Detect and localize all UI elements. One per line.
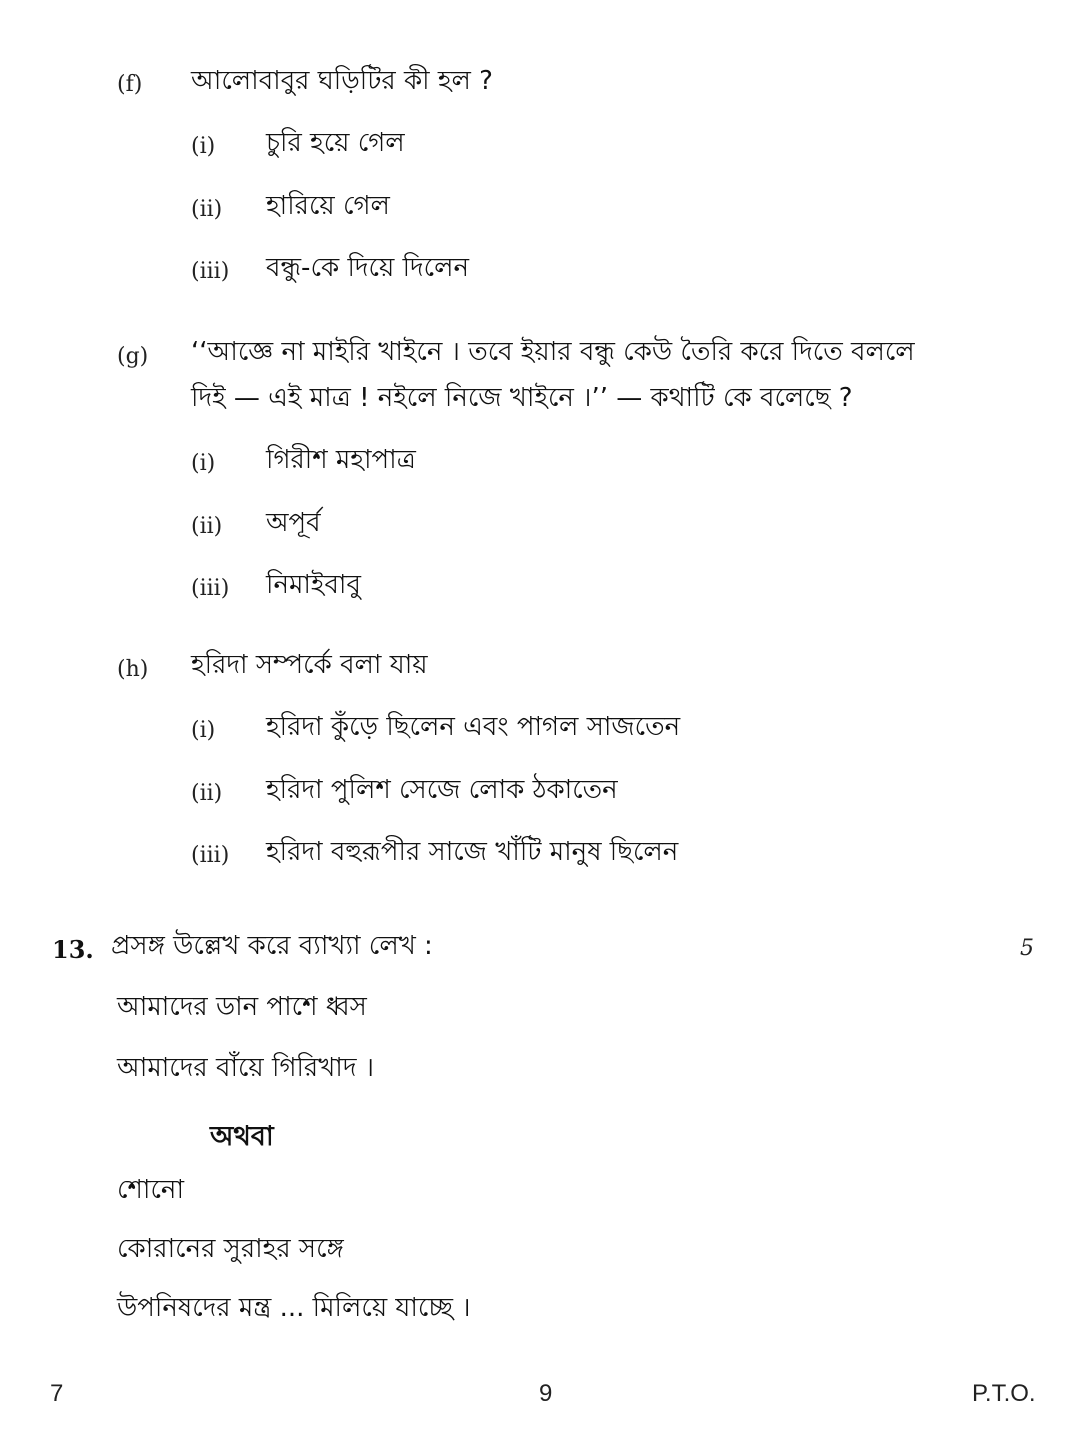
- pto-label: P.T.O.: [972, 1380, 1036, 1407]
- question-13-marks: 5: [1020, 936, 1034, 961]
- option-text: চুরি হয়ে গেল: [266, 128, 405, 158]
- option-text: বন্ধু-কে দিয়ে দিলেন: [266, 253, 470, 283]
- option-text: হরিদা পুলিশ সেজে লোক ঠকাতেন: [266, 775, 618, 805]
- option-text: নিমাইবাবু: [266, 570, 361, 600]
- option-label: (iii): [191, 843, 230, 868]
- or-label: অথবা: [210, 1121, 274, 1152]
- option-text: হরিদা কুঁড়ে ছিলেন এবং পাগল সাজতেন: [266, 712, 681, 742]
- question-13-prompt: প্রসঙ্গ উল্লেখ করে ব্যাখ্যা লেখ :: [111, 931, 433, 961]
- option-text: হারিয়ে গেল: [266, 191, 390, 221]
- verse-line: শোনো: [117, 1175, 184, 1205]
- page-number: 9: [539, 1380, 553, 1407]
- option-label: (i): [191, 718, 216, 743]
- question-13-number: 13.: [52, 935, 94, 964]
- option-label: (iii): [191, 259, 230, 284]
- question-g-label: (g): [117, 344, 149, 369]
- verse-line: কোরানের সুরাহর সঙ্গে: [117, 1234, 344, 1264]
- question-g-text-line2: দিই — এই মাত্র ! নইলে নিজে খাইনে ।’’ — কথাটি কে বলেছে ?: [191, 383, 853, 413]
- footer-left-code: 7: [50, 1380, 64, 1407]
- verse-line: আমাদের ডান পাশে ধ্বস: [117, 992, 367, 1022]
- option-text: হরিদা বহুরূপীর সাজে খাঁটি মানুষ ছিলেন: [266, 837, 679, 867]
- question-h-text: হরিদা সম্পর্কে বলা যায়: [191, 650, 428, 680]
- question-g-text-line1: ‘‘আজ্ঞে না মাইরি খাইনে । তবে ইয়ার বন্ধু কেউ তৈরি করে দিতে বললে: [191, 337, 915, 367]
- question-f-label: (f): [117, 72, 143, 97]
- question-f-text: আলোবাবুর ঘড়িটির কী হল ?: [191, 66, 493, 96]
- option-text: গিরীশ মহাপাত্র: [266, 445, 416, 475]
- question-h-label: (h): [117, 657, 149, 682]
- verse-line: আমাদের বাঁয়ে গিরিখাদ ।: [117, 1053, 375, 1083]
- option-label: (ii): [191, 514, 223, 539]
- option-label: (i): [191, 451, 216, 476]
- option-label: (i): [191, 134, 216, 159]
- option-label: (ii): [191, 781, 223, 806]
- option-label: (ii): [191, 197, 223, 222]
- option-label: (iii): [191, 576, 230, 601]
- option-text: অপূর্ব: [266, 508, 321, 538]
- verse-line: উপনিষদের মন্ত্র ... মিলিয়ে যাচ্ছে ।: [117, 1293, 471, 1323]
